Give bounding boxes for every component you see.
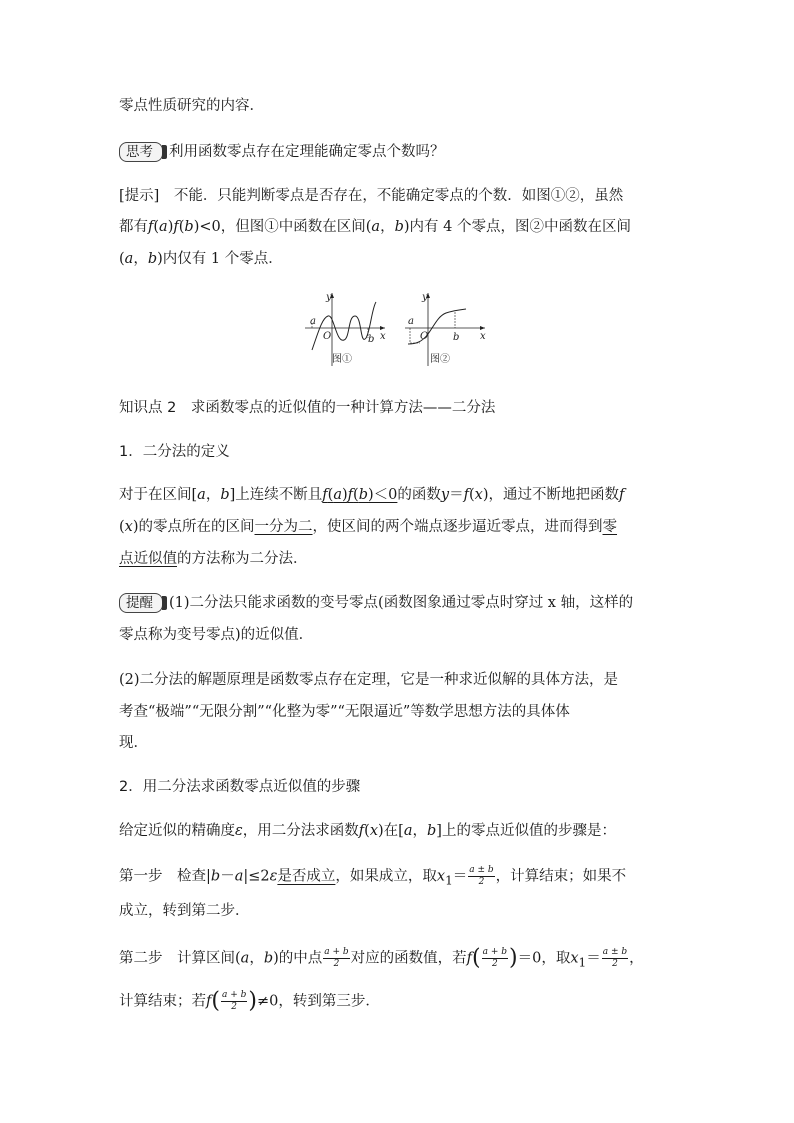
step-2-line-2: 计算结束；若f( $\frac{a + b}{2}$ )≠0，转到第三步． [119, 988, 380, 1014]
midpoint-fraction: $\frac{a + b}{2}$ [324, 947, 349, 969]
remind-line-3: (2)二分法的解题原理是函数零点存在定理，它是一种求近似解的具体方法，是 [119, 672, 619, 688]
svg-text:b: b [453, 332, 460, 343]
paragraph-continuation: 零点性质研究的内容． [119, 98, 264, 114]
svg-text:y: y [326, 292, 332, 303]
svg-text:a: a [408, 316, 414, 327]
definition-line-2: (x)的零点所在的区间一分为二，使区间的两个端点逐步逼近零点，进而得到零 [119, 519, 618, 535]
remind-line-2: 零点称为变号零点)的近似值． [119, 627, 314, 643]
svg-text:x: x [380, 331, 386, 342]
steps-intro: 给定近似的精确度ε，用二分法求函数f(x)在[a，b]上的零点近似值的步骤是： [119, 823, 616, 839]
remind-tag: 提醒 [119, 593, 163, 613]
fraction-a-pm-b-over-2: $\frac{a \pm b}{2}$ [469, 865, 494, 887]
hint-line-3: (a，b)内仅有 1 个零点． [119, 251, 283, 267]
step-2-line-1: 第二步 计算区间(a，b)的中点 $\frac{a + b}{2}$ 对应的函数值，若f( $\frac{a + b}{2}$ )＝0，取$x_1=$ $\frac{a \pm b}{2}$ ， [119, 945, 644, 971]
subsection-2-title: 2．用二分法求函数零点近似值的步骤 [119, 779, 361, 795]
svg-text:O: O [323, 331, 332, 342]
hint-line-1: [提示] 不能．只能判断零点是否存在，不能确定零点的个数．如图①②，虽然 [119, 188, 624, 204]
condition-underline: f(a)f(b)＜0 [322, 487, 398, 503]
figure-1 [305, 292, 386, 366]
svg-text:y: y [422, 292, 428, 303]
think-question [119, 142, 445, 162]
subsection-1-title: 1．二分法的定义 [119, 444, 230, 460]
section-title: 知识点 2 求函数零点的近似值的一种计算方法——二分法 [119, 400, 496, 416]
think-text: 利用函数零点存在定理能确定零点个数吗？ [169, 144, 445, 160]
remind-line-4: 考查“极端”“无限分割”“化整为零”“无限逼近”等数学思想方法的具体体 [119, 704, 570, 720]
definition-line-1: 对于在区间[a，b]上连续不断且f(a)f(b)＜0的函数y＝f(x)，通过不断地把函数f [119, 487, 625, 503]
remind-line-1: 提醒 (1)二分法只能求函数的变号零点(函数图象通过零点时穿过 x 轴，这样的 [119, 593, 633, 613]
figure-2 [405, 292, 486, 366]
svg-text:O: O [420, 331, 429, 342]
think-tag: 思考 [119, 142, 163, 162]
svg-text:图①: 图① [332, 354, 352, 365]
zero-figures [300, 288, 500, 378]
midpoint-fraction-in-f-2: $\frac{a + b}{2}$ [221, 990, 247, 1012]
step-1-line-2: 成立，转到第二步． [119, 903, 250, 919]
hint-line-2: 都有f(a)f(b)<0，但图①中函数在区间(a，b)内有 4 个零点，图②中函数在区间 [119, 219, 631, 235]
remind-line-5: 现． [119, 735, 148, 751]
svg-text:x: x [480, 331, 486, 342]
fraction-a-pm-b-over-2-step2: $\frac{a \pm b}{2}$ [602, 947, 628, 969]
definition-line-3: 点近似值的方法称为二分法． [119, 551, 308, 567]
svg-text:b: b [368, 334, 375, 345]
midpoint-fraction-in-f: $\frac{a + b}{2}$ [482, 947, 508, 969]
svg-text:图②: 图② [430, 354, 450, 365]
svg-text:a: a [310, 316, 316, 327]
step-1-line-1: 第一步 检查|b－a|≤2ε是否成立，如果成立，取$x_1=$ $\frac{a \pm b}{2}$ ，计算结束；如果不 [119, 865, 627, 888]
